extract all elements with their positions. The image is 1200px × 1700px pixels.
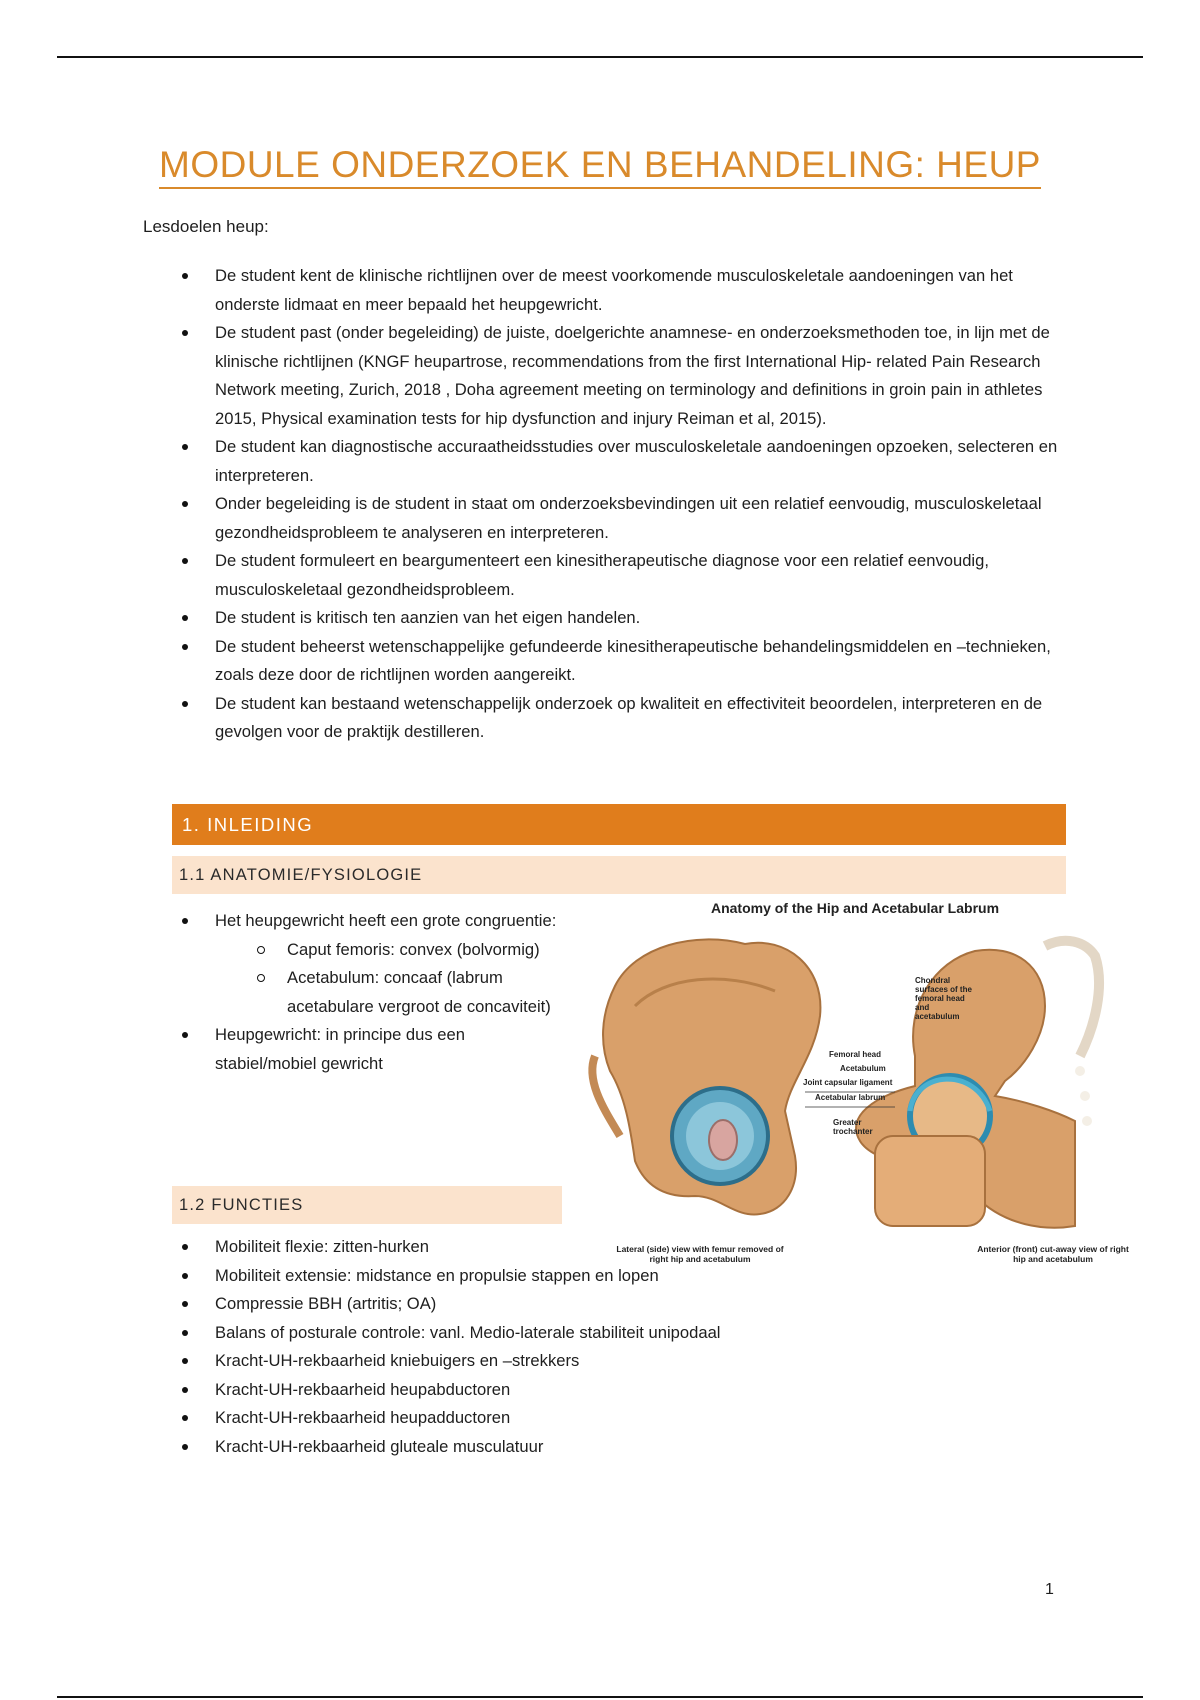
label-labrum: Acetabular labrum [815,1093,886,1102]
figure-caption-left: Lateral (side) view with femur removed of right hip and acetabulum [616,1244,784,1264]
functions-list [170,1233,870,1461]
list-item: Kracht-UH-rekbaarheid kniebuigers en –strekkers [170,1347,870,1376]
list-item [170,907,570,1021]
list-item: Mobiliteit extensie: midstance en propulsie stappen en lopen [170,1262,870,1291]
list-item: Onder begeleiding is de student in staat om onderzoeksbevindingen uit een relatief eenvoudig, musculoskeletaal gezondheidsprobleem te analyseren en interpreteren. [170,490,1070,547]
list-item: De student kan bestaand wetenschappelijk onderzoek op kwaliteit en effectiviteit beoordelen, interpreteren en de gevolgen voor de praktijk destilleren. [170,690,1070,747]
section-heading-functies: 1.2 FUNCTIES [172,1186,562,1224]
list-item-text: Het heupgewricht heeft een grote congruentie: [215,911,557,930]
section-heading-anatomie: 1.1 ANATOMIE/FYSIOLOGIE [172,856,1066,894]
hip-anatomy-figure [575,896,1135,1270]
anatomy-list [170,907,570,1078]
intro-text: Lesdoelen heup: [143,217,269,236]
list-item: De student formuleert en beargumenteert een kinesitherapeutische diagnose voor een relatief eenvoudig, musculoskeletaal gezondheidsprobleem. [170,547,1070,604]
page-title: MODULE ONDERZOEK EN BEHANDELING: HEUP [0,144,1200,186]
header-rule [57,56,1143,58]
list-item: Caput femoris: convex (bolvormig) [215,936,570,965]
page-number: 1 [1045,1581,1054,1598]
list-item: Kracht-UH-rekbaarheid gluteale musculatuur [170,1433,870,1462]
list-item: Kracht-UH-rekbaarheid heupabductoren [170,1376,870,1405]
label-capsular: Joint capsular ligament [803,1078,893,1087]
list-item: De student beheerst wetenschappelijke gefundeerde kinesitherapeutische behandelingsmiddelen en –technieken, zoals deze door de richtlijnen worden aangereikt. [170,633,1070,690]
figure-caption-right: Anterior (front) cut-away view of right hip and acetabulum [977,1244,1129,1264]
list-item: Compressie BBH (artritis; OA) [170,1290,870,1319]
list-item: Kracht-UH-rekbaarheid heupadductoren [170,1404,870,1433]
list-item: De student past (onder begeleiding) de juiste, doelgerichte anamnese- en onderzoeksmethoden toe, in lijn met de klinische richtlijnen (KNGF heupartrose, recommendations from the first International Hip- related Pain Research Network meeting, Zurich, 2018 , Doha agreement meeting on terminology and definitions in groin pain in athletes 2015, Physical examination tests for hip dysfunction and injury Reiman et al, 2015). [170,319,1070,433]
label-femoral-head: Femoral head [829,1050,882,1059]
list-item: Acetabulum: concaaf (labrum acetabulare vergroot de concaviteit) [215,964,570,1021]
list-item: De student is kritisch ten aanzien van het eigen handelen. [170,604,1070,633]
list-item: De student kent de klinische richtlijnen over de meest voorkomende musculoskeletale aandoeningen van het onderste lidmaat en meer bepaald het heupgewricht. [170,262,1070,319]
figure-title: Anatomy of the Hip and Acetabular Labrum [710,900,1000,916]
list-item: Mobiliteit flexie: zitten-hurken [170,1233,870,1262]
section-heading-inleiding: 1. INLEIDING [172,804,1066,845]
list-item: Heupgewricht: in principe dus een stabiel/mobiel gewricht [170,1021,570,1078]
label-trochanter: Greater trochanter [833,1118,873,1136]
footer-rule [57,1696,1143,1698]
list-item: De student kan diagnostische accuraatheidsstudies over musculoskeletale aandoeningen opzoeken, selecteren en interpreteren. [170,433,1070,490]
list-item: Balans of posturale controle: vanl. Medio-laterale stabiliteit unipodaal [170,1319,870,1348]
anatomy-sublist [215,936,570,1022]
learning-goals-list [170,262,1070,747]
label-chondral: Chondral surfaces of the femoral head and acetabulum [915,976,972,1021]
label-acetabulum: Acetabulum [840,1064,886,1073]
